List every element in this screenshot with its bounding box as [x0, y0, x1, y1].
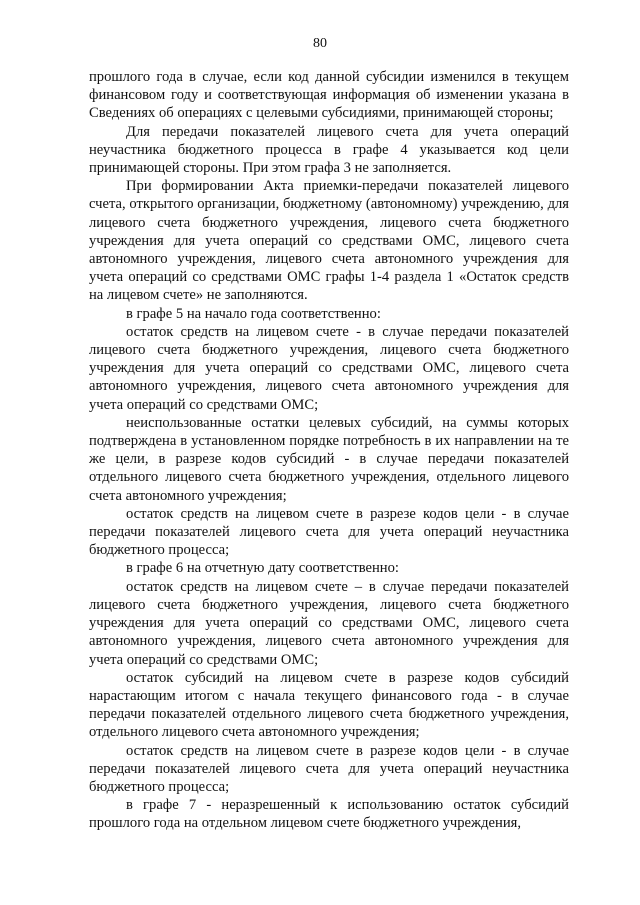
paragraph-graph-6-subsidy-balance: остаток субсидий на лицевом счете в разрезе кодов субсидий нарастающим итогом с начала текущего финансового года - в случае передачи показателей отдельного лицевого счета бюджетного учреждения, отдельного лицевого счета автономного учреждения;	[89, 669, 569, 741]
paragraph-continuation: прошлого года в случае, если код данной субсидии изменился в текущем финансовом году и соответствующая информация об изменении указана в Сведениях об операциях с целевыми субсидиями, принимающей стороны;	[89, 69, 569, 122]
paragraph-graph-5-balance: остаток средств на лицевом счете - в случае передачи показателей лицевого счета бюджетного учреждения, лицевого счета бюджетного учреждения для учета операций со средствами ОМС, лицевого счета автономного учреждения, лицевого счета автономного учреждения для учета операций со средствами ОМС;	[89, 323, 569, 413]
paragraph-graph-5-target-codes: остаток средств на лицевом счете в разрезе кодов цели - в случае передачи показателей лицевого счета для учета операций неучастника бюджетного процесса;	[89, 505, 569, 559]
paragraph-graph-7: в графе 7 - неразрешенный к использованию остаток субсидий прошлого года на отдельном лицевом счете бюджетного учреждения,	[89, 797, 569, 832]
paragraph-graph-5-heading: в графе 5 на начало года соответственно:	[126, 305, 381, 322]
document-body	[89, 68, 569, 833]
page-number: 80	[313, 36, 327, 51]
paragraph-act-formation: При формировании Акта приемки-передачи показателей лицевого счета, открытого организации, бюджетному (автономному) учреждению, для лицевого счета бюджетного учреждения, лицевого счета бюджетного учреждения для учета операций со средствами ОМС, лицевого счета автономного учреждения, лицевого счета автономного учреждения для учета операций со средствами ОМС графы 1-4 раздела 1 «Остаток средств на лицевом счете» не заполняются.	[89, 178, 569, 304]
paragraph-graph-6-heading: в графе 6 на отчетную дату соответственно:	[126, 560, 399, 577]
paragraph-graph-6-balance: остаток средств на лицевом счете – в случае передачи показателей лицевого счета бюджетного учреждения, лицевого счета бюджетного учреждения для учета операций со средствами ОМС, лицевого счета автономного учреждения, лицевого счета автономного учреждения для учета операций со средствами ОМС;	[89, 578, 569, 668]
paragraph-graph-6-target-codes: остаток средств на лицевом счете в разрезе кодов цели - в случае передачи показателей лицевого счета для учета операций неучастника бюджетного процесса;	[89, 742, 569, 795]
paragraph-graph-5-unused-subsidies: неиспользованные остатки целевых субсидий, на суммы которых подтверждена в установленном порядке потребность в их направлении на те же цели, в разрезе кодов субсидий - в случае передачи показателей отдельного лицевого счета бюджетного учреждения, отдельного лицевого счета автономного учреждения;	[89, 414, 569, 504]
paragraph-graph-4-code: Для передачи показателей лицевого счета для учета операций неучастника бюджетного процесса в графе 4 указывается код цели принимающей стороны. При этом графа 3 не заполняется.	[89, 123, 569, 177]
